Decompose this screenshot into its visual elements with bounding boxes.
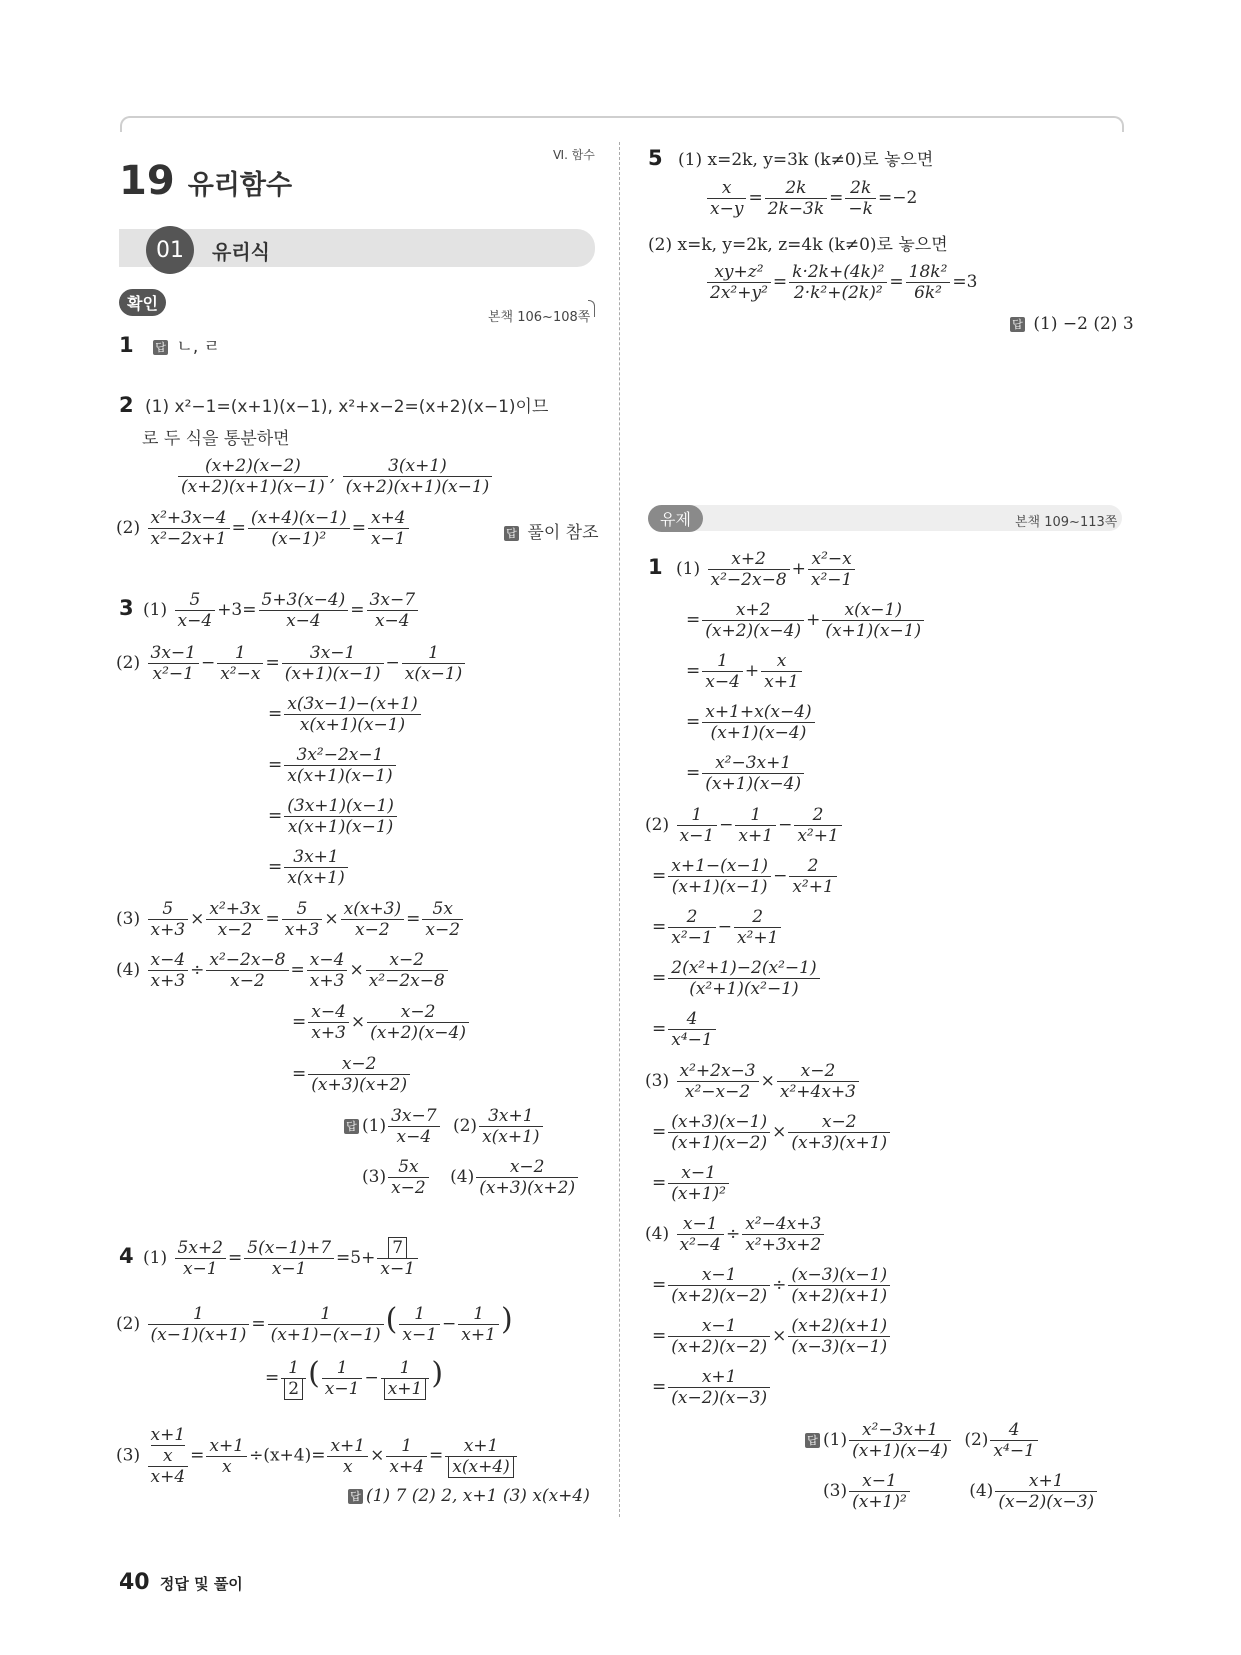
- problem-3-answer-row1: 답 (1) $\frac{3x-7}{x-4}$ (2) $\frac{3x+1}{x(x+1)}$: [344, 1106, 545, 1147]
- practice-1-part3: (3) $\frac{\text{x²+2x−3}}{\text{x²−x−2}}$ × $\frac{x-2}{\text{x²+4x+3}}$: [645, 1061, 861, 1102]
- problem-1: [119, 332, 220, 357]
- blank-box: 2: [284, 1378, 303, 1400]
- answer-text: ㄴ, ㄹ: [176, 337, 221, 357]
- problem-2-line2: 로 두 식을 통분하면: [142, 429, 290, 449]
- practice-1-step: = $\frac{x-1}{(x+2)(x-2)}$ ÷ $\frac{(x-3)(x-1)}{(x+2)(x+1)}$: [652, 1265, 892, 1306]
- answer-mark-icon: 답: [1010, 317, 1025, 332]
- page-reference-right: 본책 109~113쪽: [1015, 515, 1118, 530]
- problem-2-answer: [504, 518, 599, 543]
- ref-bracket: [588, 300, 595, 317]
- page-number: 40: [119, 1570, 150, 1595]
- chapter-number: 19: [119, 158, 175, 204]
- problem-3-step: = $\frac{x-2}{(x+3)(x+2)}$: [292, 1054, 412, 1095]
- problem-3-answer-row2: (3) $\frac{5x}{x-2}$ (4) $\frac{x-2}{(x+3)(x+2)}$: [362, 1157, 580, 1198]
- problem-3-part2: (2) $\frac{3x-1}{\text{x²−1}}$ − $\frac{1}{\text{x²−x}}$ = $\frac{3x-1}{(x+1)(x-1)}$ − $\frac{1}{x(x-1)}$: [116, 643, 467, 684]
- practice-1-step: = $\frac{x+1+x(x-4)}{(x+1)(x-4)}$: [686, 702, 817, 743]
- fraction-denominator: (x−1)²: [271, 529, 327, 549]
- answer-mark-icon: 답: [344, 1119, 359, 1134]
- problem-5-answer: [1010, 314, 1134, 334]
- problem-number: 3: [119, 596, 134, 620]
- problem-3-part4: (4) $\frac{x-4}{x+3}$ ÷ $\frac{\text{x²−2x−8}}{x-2}$ = $\frac{x-4}{x+3}$ × $\frac{x-2}{\text{x²−2x−8}}$: [116, 950, 450, 991]
- practice-1-step: = $\frac{x+1-(x-1)}{(x+1)(x-1)}$ − $\frac{2}{\text{x²+1}}$: [652, 856, 839, 897]
- part-label: (2): [116, 518, 141, 538]
- problem-2-fractions: $\frac{(x+2)(x-2)}{(x+2)(x+1)(x-1)}$ , $\frac{3(x+1)}{(x+2)(x+1)(x-1)}$: [176, 456, 494, 497]
- practice-1-step: = $\frac{\text{x²−3x+1}}{(x+1)(x-4)}$: [686, 753, 806, 794]
- problem-3-step: = $\frac{x(3x-1)-(x+1)}{x(x+1)(x-1)}$: [268, 694, 423, 735]
- practice-1-answer-row2: (3) $\frac{x-1}{\text{(x+1)²}}$ (4) $\frac{x+1}{(x-2)(x-3)}$: [823, 1471, 1099, 1512]
- problem-3-step: = $\frac{3x+1}{x(x+1)}$: [268, 847, 350, 888]
- problem-text: (1) x=2k, y=3k (k≠0)로 놓으면: [678, 150, 934, 170]
- check-badge: 확인: [119, 289, 166, 316]
- problem-3-part1: 3 (1) $\frac{5}{x-4}$ +3= $\frac{5+3(x-4)}{x-4}$ = $\frac{3x-7}{x-4}$: [119, 590, 420, 631]
- problem-5-eq2: $\frac{\text{xy+z²}}{\text{2x²+y²}}$ = $\frac{\text{k·2k+(4k)²}}{\text{2·k²+(2k)²}}$ = $\frac{\text{18k²}}{\text{6k²}}$ =3: [705, 262, 977, 303]
- answer-text: (1) 7 (2) 2, x+1 (3) x(x+4): [366, 1486, 590, 1506]
- section-number-badge: 01: [146, 226, 194, 274]
- answer-mark-icon: 답: [805, 1433, 820, 1448]
- problem-3-step: = $\frac{(3x+1)(x-1)}{x(x+1)(x-1)}$: [268, 796, 399, 837]
- problem-number: 4: [119, 1244, 134, 1268]
- part-label: (3): [116, 909, 141, 929]
- problem-text: (1) x²−1=(x+1)(x−1), x²+x−2=(x+2)(x−1)이므: [145, 397, 549, 417]
- footer-label: 정답 및 풀이: [159, 1575, 243, 1593]
- answer-mark-icon: 답: [504, 526, 519, 541]
- answer-text: (1) −2 (2) 3: [1033, 314, 1134, 334]
- blank-box: x(x+4): [448, 1456, 514, 1478]
- fraction-denominator: (x+2)(x+1)(x−1): [181, 477, 325, 497]
- practice-badge: 유제: [648, 505, 703, 532]
- practice-1-step: = $\frac{4}{\text{x⁴−1}}$: [652, 1009, 718, 1050]
- problem-number: 1: [119, 333, 134, 357]
- fraction-numerator: x+4: [368, 508, 409, 529]
- practice-1-step: = $\frac{x-1}{(x+2)(x-2)}$ × $\frac{(x+2)(x+1)}{(x-3)(x-1)}$: [652, 1316, 892, 1357]
- practice-1-step: = $\frac{2}{\text{x²−1}}$ − $\frac{2}{\text{x²+1}}$: [652, 907, 783, 948]
- fraction-numerator: (x+2)(x−2): [178, 456, 328, 477]
- problem-number: 5: [648, 146, 663, 170]
- answer-text: 풀이 참조: [527, 523, 599, 543]
- problem-number: 2: [119, 393, 134, 417]
- practice-1-step: = $\frac{x-1}{\text{(x+1)²}}$: [652, 1163, 731, 1204]
- answer-mark-icon: 답: [153, 340, 168, 355]
- chapter-heading: [119, 158, 292, 204]
- problem-3-part3: (3) $\frac{5}{x+3}$ × $\frac{\text{x²+3x}}{x-2}$ = $\frac{5}{x+3}$ × $\frac{x(x+3)}{x-2}$ = $\frac{5x}{x-2}$: [116, 899, 465, 940]
- part-label: (1): [143, 600, 168, 620]
- practice-1-step: = $\frac{x+2}{(x+2)(x-4)}$ + $\frac{x(x-1)}{(x+1)(x-1)}$: [686, 600, 926, 641]
- problem-5-eq1: $\frac{x}{x-y}$ = $\frac{2k}{2k-3k}$ = $\frac{2k}{-k}$ =−2: [705, 178, 917, 219]
- practice-1-step: = $\frac{1}{x-4}$ + $\frac{x}{x+1}$: [686, 651, 804, 692]
- page-reference-left: 본책 106~108쪽: [488, 310, 591, 325]
- part-label: (2): [116, 653, 141, 673]
- fraction-denominator: (x+2)(x+1)(x−1): [345, 477, 490, 497]
- page-footer: [119, 1570, 243, 1595]
- problem-4-part3: (3) x+1 x x+4 = $\frac{x+1}{x}$ ÷(x+4)= $\frac{x+1}{x}$ × $\frac{1}{x+4}$ = $\frac{x+1}{x(x+4)}$: [116, 1425, 519, 1487]
- practice-1-part1: 1 (1) $\frac{x+2}{\text{x²−2x−8}}$ + $\frac{\text{x²−x}}{\text{x²−1}}$: [648, 549, 857, 590]
- blank-box: x+1: [384, 1378, 427, 1400]
- fraction-denominator: x²−2x+1: [150, 529, 227, 549]
- problem-5-line2: (2) x=k, y=2k, z=4k (k≠0)로 놓으면: [648, 235, 948, 255]
- answer-mark-icon: 답: [348, 1489, 363, 1504]
- part-label: (4): [116, 960, 141, 980]
- problem-number: 1: [648, 555, 663, 579]
- problem-4-part1: 4 (1) $\frac{5x+2}{x-1}$ = $\frac{5(x-1)+7}{x-1}$ =5+ $\frac{7}{x-1}$: [119, 1238, 420, 1279]
- problem-5-line1: [648, 145, 933, 170]
- practice-1-answer-row1: 답 (1) $\frac{\text{x²−3x+1}}{(x+1)(x-4)}$ (2) $\frac{4}{\text{x⁴−1}}$: [805, 1420, 1040, 1461]
- fraction-numerator: x²+3x−4: [148, 508, 230, 529]
- fraction-numerator: (x+4)(x−1): [248, 508, 350, 529]
- top-frame-line: [120, 116, 1124, 132]
- practice-1-step: = $\frac{\text{2(x²+1)−2(x²−1)}}{\text{(x²+1)(x²−1)}}$: [652, 958, 822, 999]
- practice-1-step: = $\frac{x+1}{(x-2)(x-3)}$: [652, 1367, 772, 1408]
- practice-1-part4: (4) $\frac{x-1}{\text{x²−4}}$ ÷ $\frac{\text{x²−4x+3}}{\text{x²+3x+2}}$: [645, 1214, 826, 1255]
- fraction-numerator: 3(x+1): [343, 456, 493, 477]
- chapter-title: 유리함수: [187, 170, 293, 201]
- problem-2-line1: [119, 392, 548, 417]
- problem-4-answer: [348, 1486, 590, 1506]
- blank-box: 7: [388, 1237, 407, 1259]
- section-title: 유리식: [212, 240, 270, 264]
- fraction-denominator: x−1: [370, 529, 406, 549]
- problem-4-step: = $\frac{1}{2}$ ( $\frac{1}{x-1}$ − $\frac{1}{x+1}$ ): [265, 1356, 444, 1399]
- problem-3-step: = $\frac{\text{3x²−2x−1}}{x(x+1)(x-1)}$: [268, 745, 398, 786]
- column-divider: [619, 142, 620, 1517]
- problem-4-part2: (2) $\frac{1}{(x-1)(x+1)}$ = $\frac{1}{(x+1)-(x-1)}$ ( $\frac{1}{x-1}$ − $\frac{1}{x+1}$ ): [116, 1302, 513, 1345]
- problem-3-step: = $\frac{x-4}{x+3}$ × $\frac{x-2}{(x+2)(x-4)}$: [292, 1002, 471, 1043]
- problem-2-part2: (2) $\frac{\text{x²+3x−4}}{\text{x²−2x+1}}$ = $\frac{(x+4)(x-1)}{\text{(x−1)²}}$ = $\frac{x+4}{x-1}$: [116, 508, 411, 549]
- practice-1-part2: (2) $\frac{1}{x-1}$ − $\frac{1}{x+1}$ − $\frac{2}{\text{x²+1}}$: [645, 805, 844, 846]
- practice-1-step: = $\frac{(x+3)(x-1)}{(x+1)(x-2)}$ × $\frac{x-2}{(x+3)(x+1)}$: [652, 1112, 892, 1153]
- unit-tag: Ⅵ. 함수: [553, 148, 595, 162]
